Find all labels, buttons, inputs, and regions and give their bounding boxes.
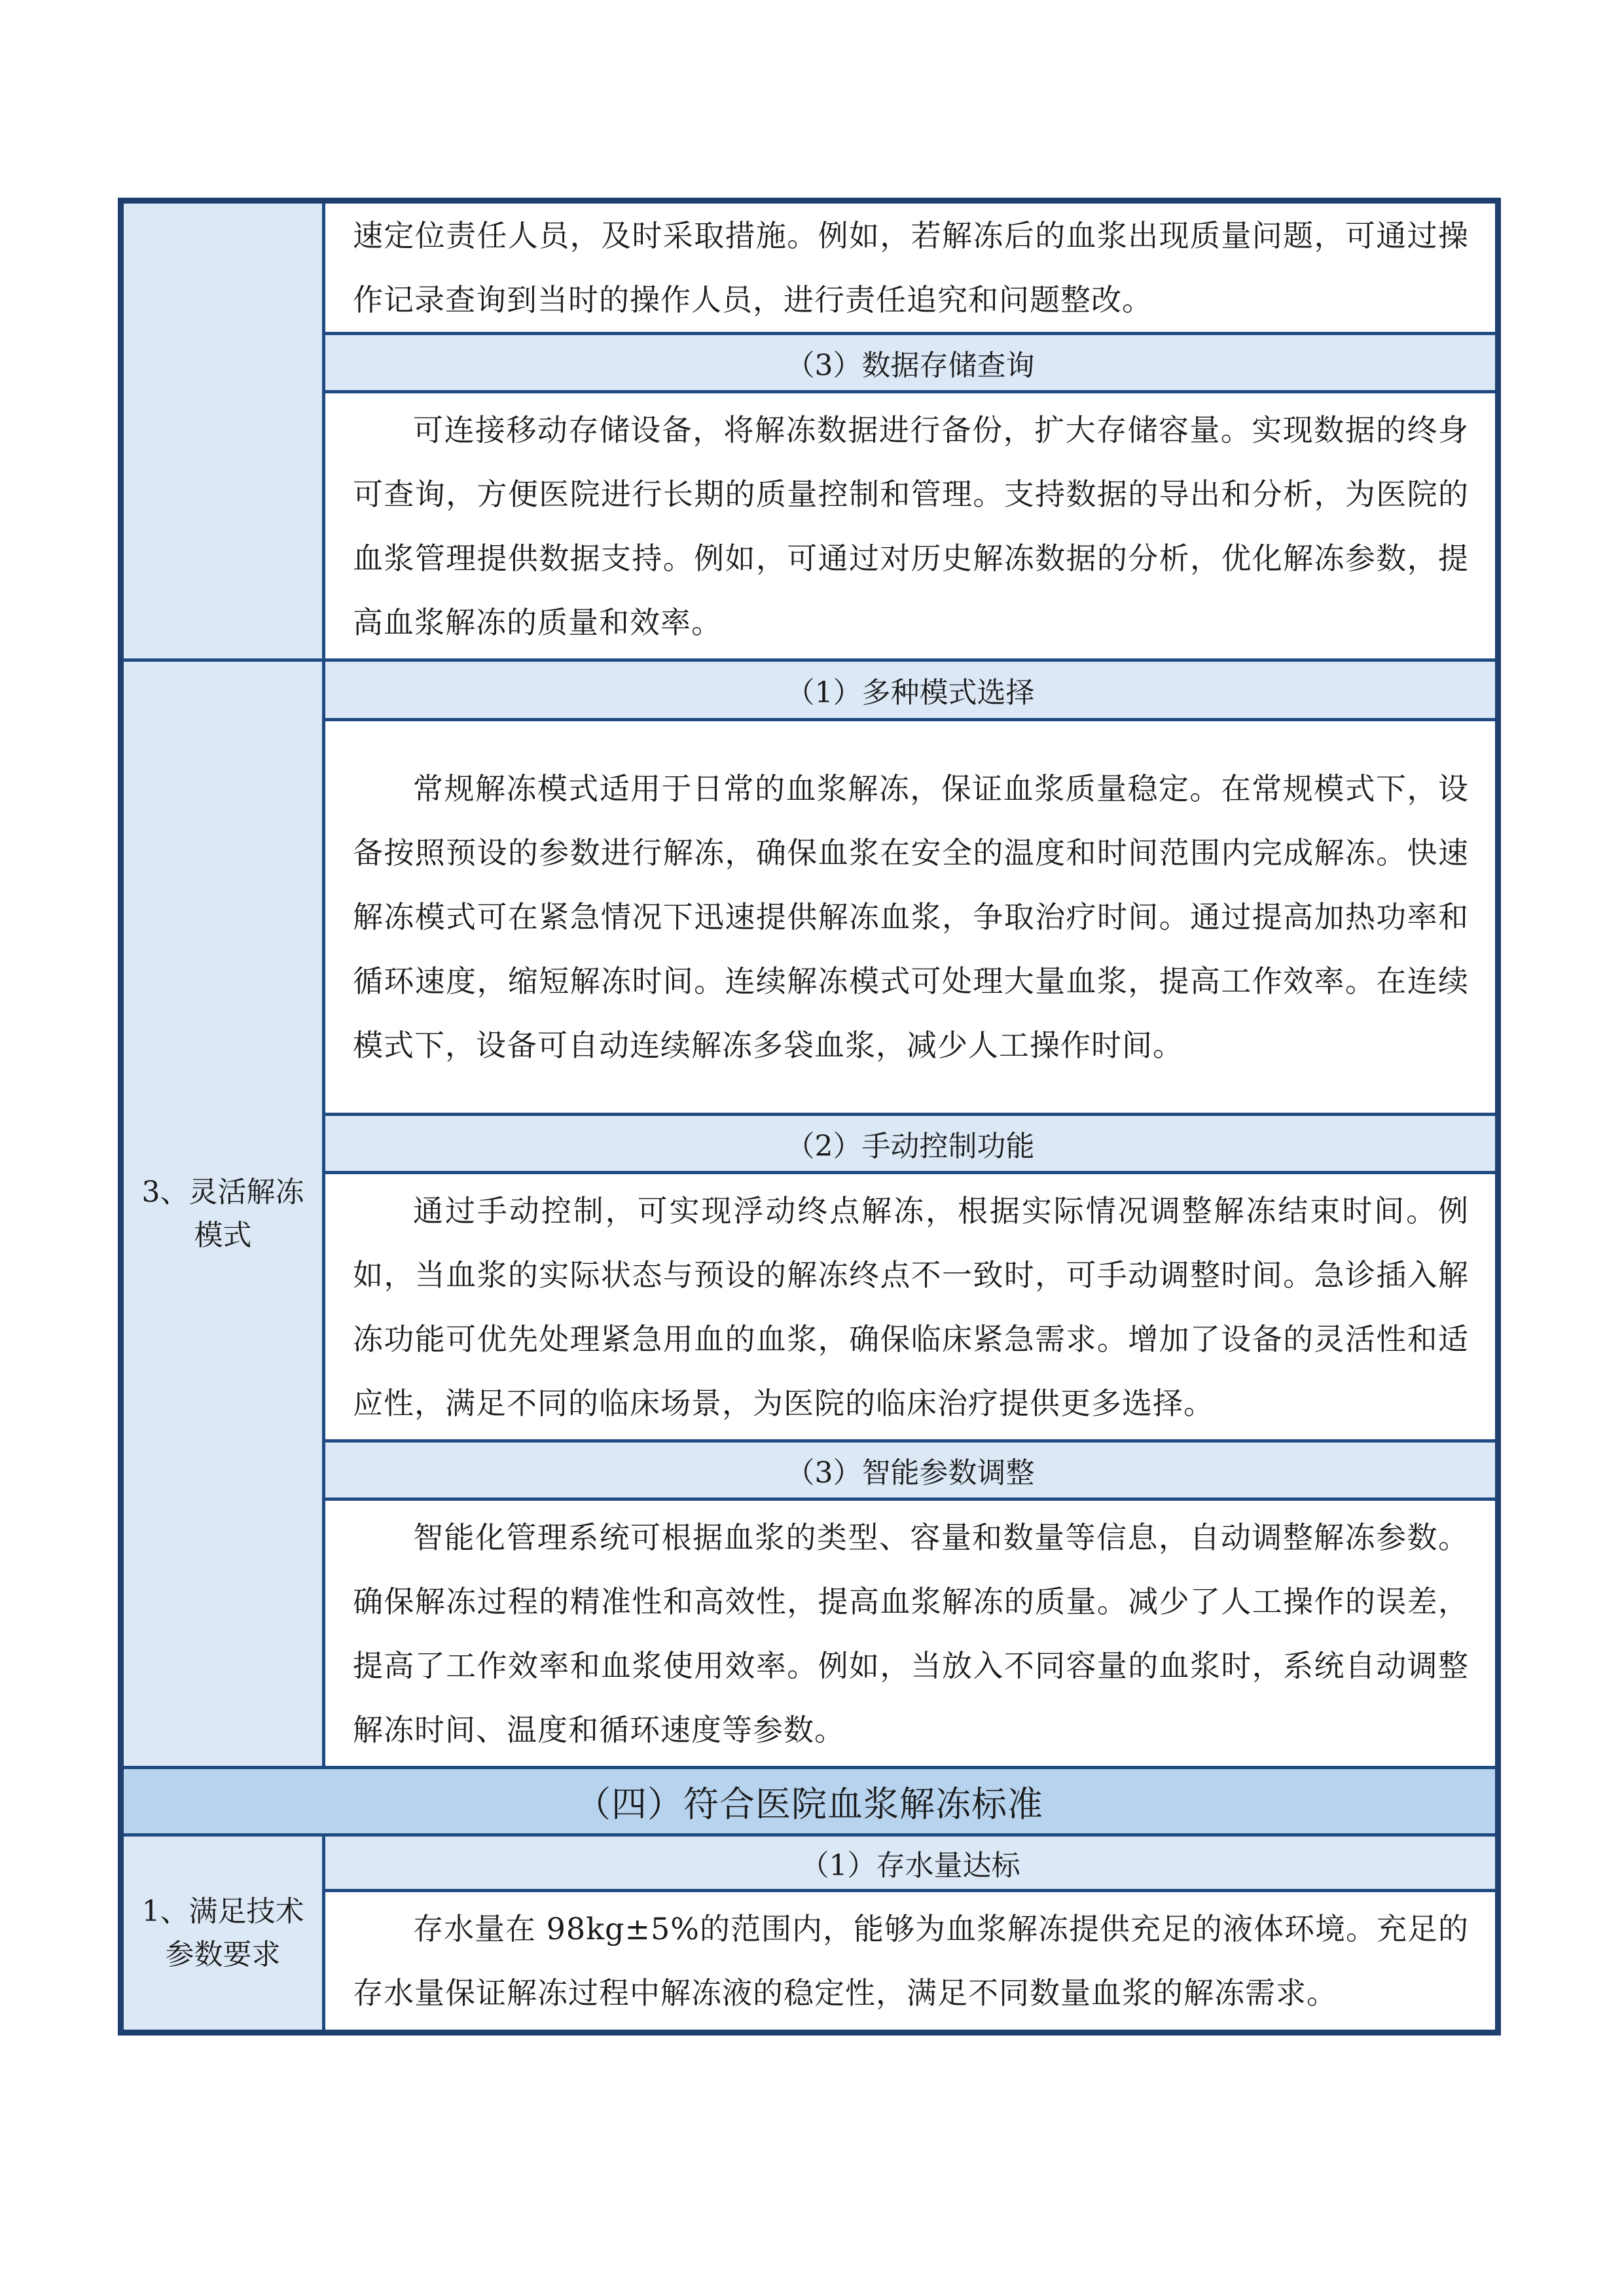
section-heading: （四）符合医院血浆解冻标准 (121, 1768, 1498, 1835)
paragraph: 存水量在 98kg±5%的范围内，能够为血浆解冻提供充足的液体环境。充足的存水量保证解冻过程中解冻液的稳定性，满足不同数量血浆的解冻需求。 (324, 1891, 1498, 2033)
row-label: 3、灵活解冻模式 (121, 660, 324, 1768)
table-row (121, 1441, 1498, 1499)
table-row (121, 1499, 1498, 1768)
sub-heading: （2）手动控制功能 (324, 1115, 1498, 1173)
sub-heading: （1）多种模式选择 (324, 660, 1498, 720)
paragraph: 通过手动控制，可实现浮动终点解冻，根据实际情况调整解冻结束时间。例如，当血浆的实际状态与预设的解冻终点不一致时，可手动调整时间。急诊插入解冻功能可优先处理紧急用血的血浆，确保临床紧急需求。增加了设备的灵活性和适应性，满足不同的临床场景，为医院的临床治疗提供更多选择。 (324, 1173, 1498, 1441)
continued-paragraph: 速定位责任人员，及时采取措施。例如，若解冻后的血浆出现质量问题，可通过操作记录查询到当时的操作人员，进行责任追究和问题整改。 (324, 201, 1498, 334)
table-row (121, 1891, 1498, 2033)
table-row (121, 1115, 1498, 1173)
sub-heading: （3）智能参数调整 (324, 1441, 1498, 1499)
sub-heading: （1）存水量达标 (324, 1835, 1498, 1891)
table-row (121, 392, 1498, 660)
paragraph: 常规解冻模式适用于日常的血浆解冻，保证血浆质量稳定。在常规模式下，设备按照预设的参数进行解冻，确保血浆在安全的温度和时间范围内完成解冻。快速解冻模式可在紧急情况下迅速提供解冻血浆，争取治疗时间。通过提高加热功率和循环速度，缩短解冻时间。连续解冻模式可处理大量血浆，提高工作效率。在连续模式下，设备可自动连续解冻多袋血浆，减少人工操作时间。 (324, 720, 1498, 1115)
sub-heading: （3）数据存储查询 (324, 334, 1498, 392)
table-row (121, 1173, 1498, 1441)
row-label-empty (121, 201, 324, 660)
table-row (121, 201, 1498, 334)
table-row (121, 334, 1498, 392)
table-row (121, 720, 1498, 1115)
table-row (121, 1768, 1498, 1835)
row-label: 1、满足技术参数要求 (121, 1835, 324, 2033)
spec-table (118, 198, 1501, 2036)
paragraph: 智能化管理系统可根据血浆的类型、容量和数量等信息，自动调整解冻参数。确保解冻过程的精准性和高效性，提高血浆解冻的质量。减少了人工操作的误差，提高了工作效率和血浆使用效率。例如，当放入不同容量的血浆时，系统自动调整解冻时间、温度和循环速度等参数。 (324, 1499, 1498, 1768)
table-row (121, 660, 1498, 720)
table-row (121, 1835, 1498, 1891)
paragraph: 可连接移动存储设备，将解冻数据进行备份，扩大存储容量。实现数据的终身可查询，方便医院进行长期的质量控制和管理。支持数据的导出和分析，为医院的血浆管理提供数据支持。例如，可通过对历史解冻数据的分析，优化解冻参数，提高血浆解冻的质量和效率。 (324, 392, 1498, 660)
